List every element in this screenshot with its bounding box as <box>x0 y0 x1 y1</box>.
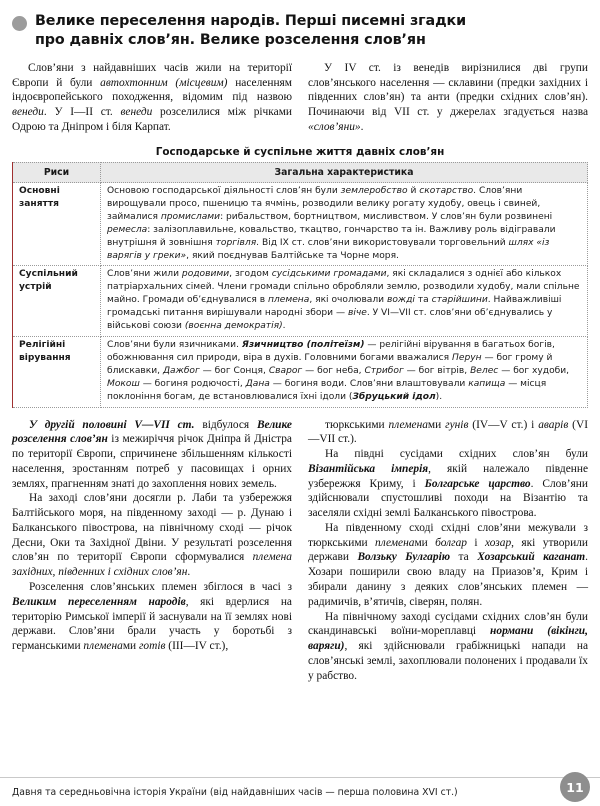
intro-paragraph-left: Слов’яни з найдавніших часів жили на території Європи й були автохтонним (місцевим) населенням індоєвропейського походження, відомим під назвою венеди. У I—II ст. венеди розселилися між річками Одрою та Дніпром і біля Карпат. <box>12 61 292 134</box>
cell-feature: Релігійні вірування <box>13 337 101 408</box>
table-row <box>13 337 588 408</box>
intro-columns <box>12 61 588 135</box>
table-caption: Господарське й суспільне життя давніх слов’ян <box>155 145 445 158</box>
page-title <box>35 12 466 50</box>
table-header-row <box>13 162 588 182</box>
cell-description: Основою господарської діяльності слов’ян були землеробство й скотарство. Слов’яни вирощували просо, пшеницю та ячмінь, розводили велику рогату худобу, овець і свиней, займалися промислами: рибальством, бортництвом, мисливством. У слов’ян були розвинені ремесла: залізоплавильне, ковальство, ткацтво, гончарство та ін. Важливу роль відігравали внутрішня й зовнішня торгівля. Від IX ст. слов’яни використовували торговельний шлях «із варягів у греки», який поєднував Балтійське та Чорне моря. <box>101 183 588 266</box>
column-header-description: Загальна характеристика <box>101 162 588 182</box>
table-head <box>13 162 588 182</box>
body-columns <box>12 418 588 684</box>
body-paragraph: На північному заході сусідами східних слов’ян були скандинавські воїни-мореплавці нормани (вікінги, варяги), які здійснювали грабіжницькі напади на слов’янські землі, захоплювали полонених і продавали їх у рабство. <box>308 610 588 682</box>
body-paragraph: На південному сході східні слов’яни межували з тюркськими племенами болгар і хозар, які утворили держави Волзьку Булгарію та Хозарський каганат. Хозари поширили свою владу на Приазов’я, Крим і збирали данину з деяких слов’янських племен — радимичів, в’ятичів, сіверян, полян. <box>308 521 589 608</box>
table-body <box>13 183 588 408</box>
body-paragraph: Розселення слов’янських племен збіглося в часі з Великим переселенням народів, які вдерлися на територію Римської імперії й заснували на її землях нові держави. Слов’яни брали участь у боротьбі з германськими племенами готів (III—IV ст.), <box>12 580 292 653</box>
body-paragraph: У другій половині V—VII ст. відбулося Велике розселення слов’ян із межиріччя річок Дніпра й Дністра по території Європи, спричинене збільшенням кількості населення, зростанням потреб у пасовищах і орних землях, прагненням знаті до захоплення нових земель. <box>12 418 292 490</box>
page-footer <box>0 777 600 806</box>
body-paragraph: На півдні сусідами східних слов’ян були Візантійська імперія, якій належало південне узбережжя Криму, і Болгарське царство. Слов’яни здійснювали спустошливі походи на Візантію та заселяли східні землі Балканського півострова. <box>308 448 588 520</box>
body-column-right <box>308 418 588 684</box>
page-title-line1: Велике переселення народів. Перші писемні згадки <box>35 13 467 29</box>
page-heading <box>12 12 588 50</box>
page-title-line2: про давніх слов’ян. Велике розселення слов’ян <box>35 31 426 48</box>
cell-description: Слов’яни жили родовими, згодом сусідськими громадами, які складалися з однієї або кількох патріархальних сімей. Члени громади спільно обробляли землю, розводили худобу, мали спільне майно. Громади об’єднувалися в племена, які очолювали вожді та старійшини. Найважливіші громадські питання вирішували народні збори — віче. У VI—VII ст. слов’яни об’єднувались у військові союзи (воєнна демократія). <box>101 266 588 337</box>
filled-circle-bullet-icon <box>12 16 27 31</box>
body-paragraph: тюркськими племенами гунів (IV—V ст.) і аварів (VI—VII ст.). <box>308 418 588 446</box>
table-row <box>13 266 588 337</box>
column-header-feature: Риси <box>13 162 101 182</box>
intro-column-right <box>308 61 588 135</box>
intro-paragraph-right: У IV ст. із венедів вирізнилися дві групи слов’янського населення — склавини (предки західних і південних слов’ян) та анти (предки східних слов’ян). Починаючи від VII ст. у джерелах згадується назва «слов’яни». <box>308 61 588 134</box>
intro-column-left <box>12 61 292 135</box>
page-number-badge: 11 <box>560 772 590 802</box>
table-row <box>13 183 588 266</box>
cell-feature: Суспільний устрій <box>13 266 101 337</box>
cell-description: Слов’яни були язичниками. Язичництво (політеїзм) — релігійні вірування в багатьох богів, обожнювання сил природи, віра в духів. Головними богами вважалися Перун — бог грому й блискавки, Дажбог — бог Сонця, Сварог — бог неба, Стрибог — бог вітрів, Велес — бог худоби, Мокош — богиня родючості, Дана — богиня води. Слов’яни влаштовували капища — місця поклоніння богам, де встановлювалися їхні ідоли (Збруцький ідол). <box>101 337 588 408</box>
footer-title: Давня та середньовічна історія України (від найдавніших часів — перша половина XVI ст.) <box>12 786 458 798</box>
features-table <box>12 162 588 408</box>
body-column-left <box>12 418 292 684</box>
cell-feature: Основні заняття <box>13 183 101 266</box>
body-paragraph: На заході слов’яни досягли р. Лаби та узбережжя Балтійського моря, на південному заході — р. Дунаю і Балканського півострова, на північному сході — річок Десни, Оки та Західної Двіни. У результаті розселення слов’ян по території Європи сформувалися племена західних, південних і східних слов’ян. <box>12 492 292 579</box>
